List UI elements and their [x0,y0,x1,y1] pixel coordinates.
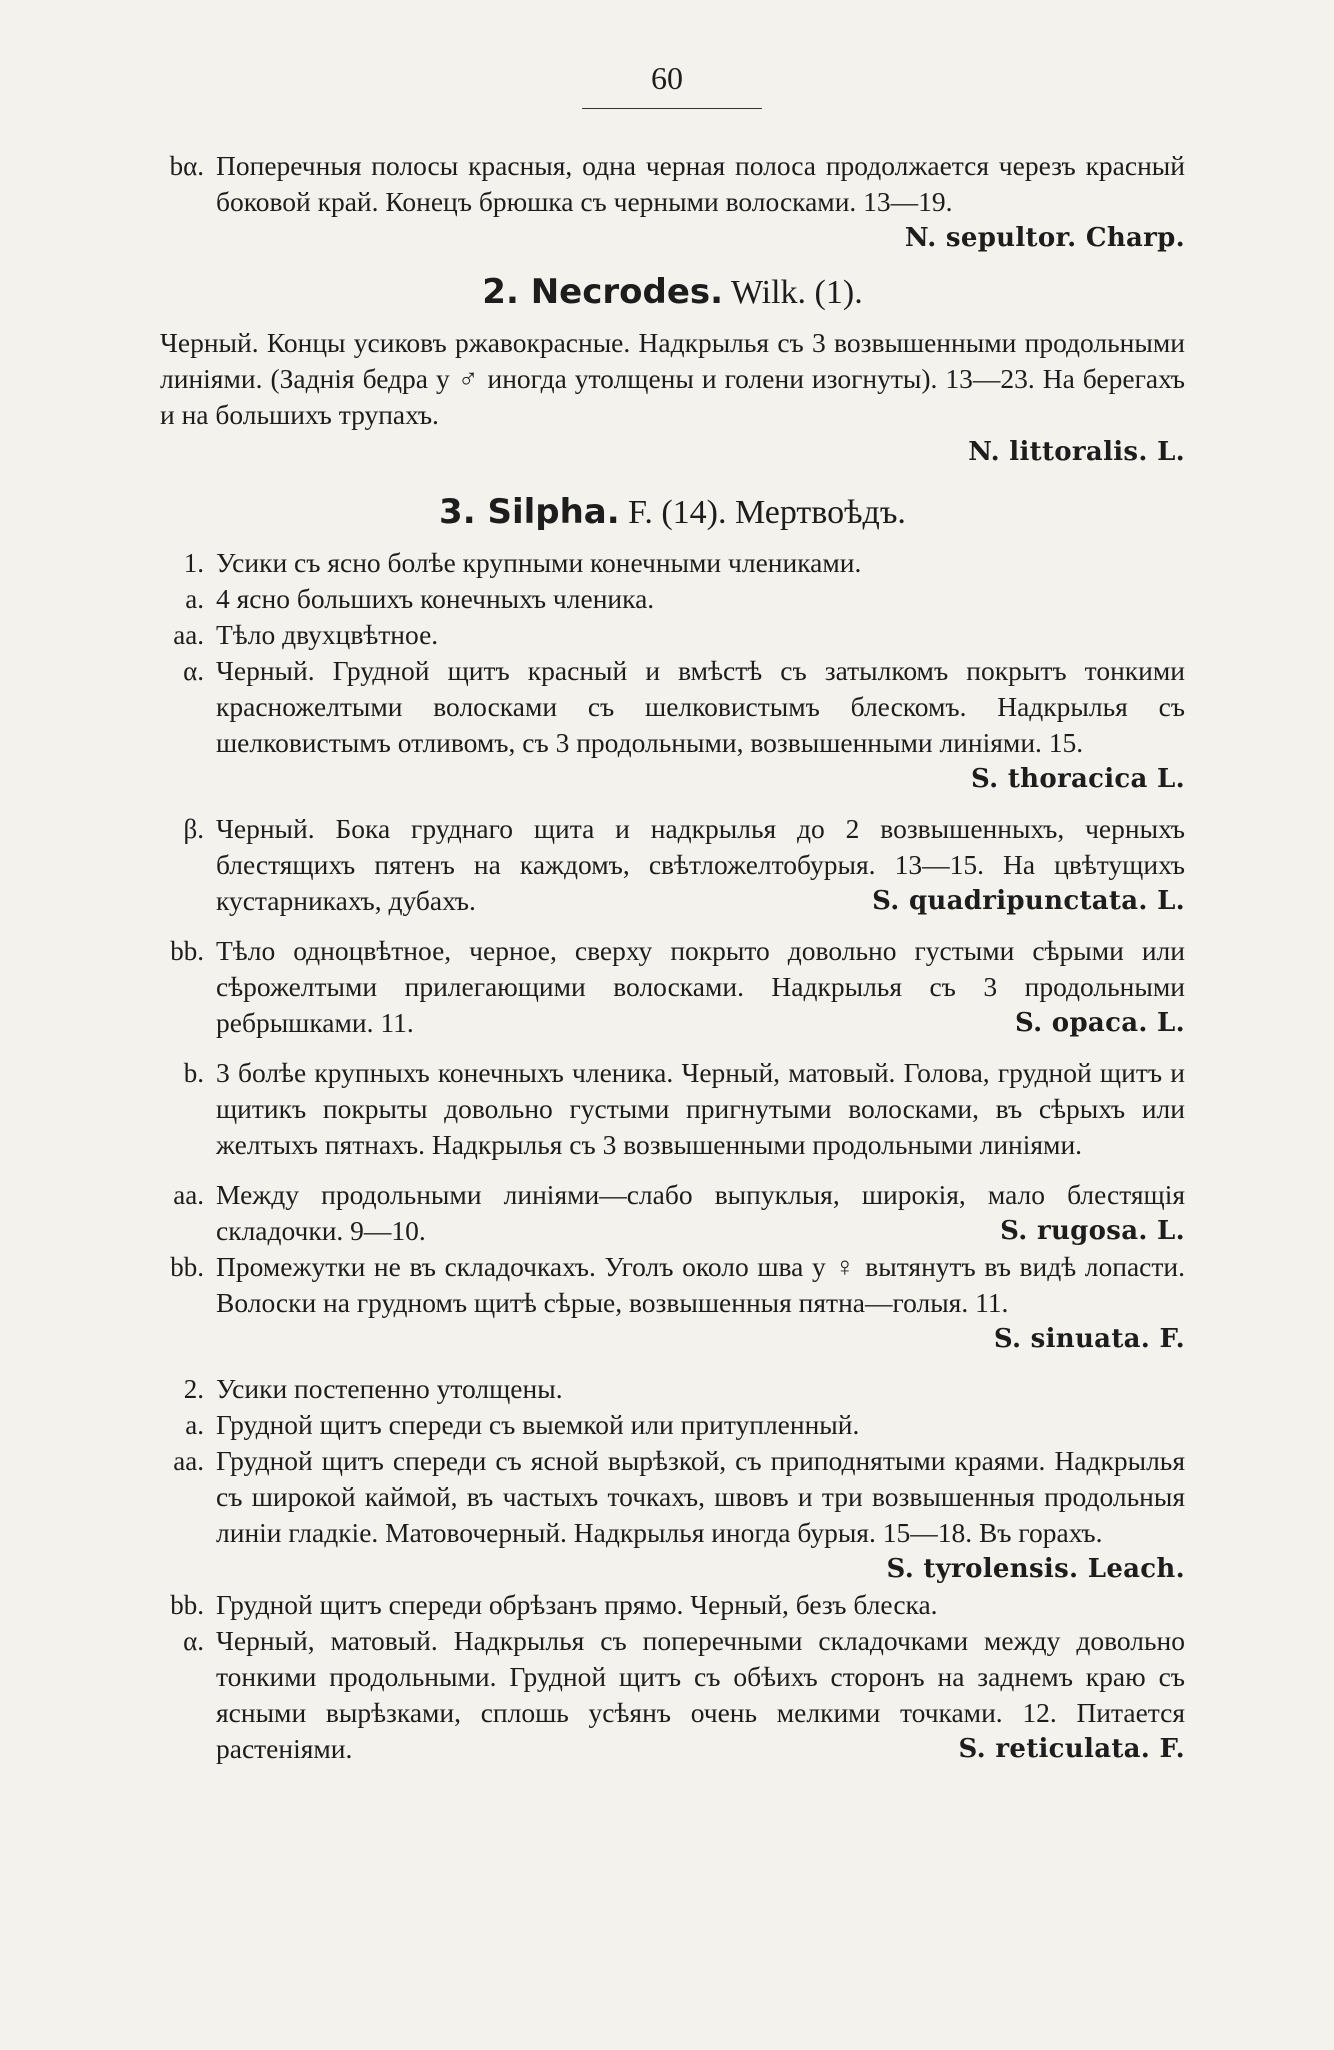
species-name: S. sinuata. F. [993,1324,1185,1354]
key-text-block [216,617,1185,653]
species-name: S. thoracica L. [970,764,1185,794]
key-text: 3 болѣе крупныхъ конечныхъ членика. Черный, матовый. Голова, грудной щитъ и щитикъ покрыты довольно густыми пригнутыми волосками, въ сѣрыхъ или желтыхъ пятнахъ. Надкрылья съ 3 возвышенными продольными линіями. [216,1057,1185,1160]
genus-description-text: Черный. Концы усиковъ ржавокрасные. Надкрылья съ 3 возвышенными продольными линіями. (Заднія бедра у ♂ иногда утолщены и голени изогнуты). 13—23. На берегахъ и на большихъ трупахъ. [160,327,1185,430]
key-label: aa. [173,1446,204,1476]
key-entry [160,617,1185,653]
page-number-rule [582,108,762,109]
genus-species-line [160,433,1185,470]
species-name: S. reticulata. F. [958,1734,1185,1764]
key-entry [160,1177,1185,1249]
genus-description [160,325,1185,433]
key-entry [160,1407,1185,1443]
genus-name: 3. Silpha. [439,492,620,532]
key-label: β. [183,814,204,844]
key-label: a. [185,584,204,614]
key-text: Тѣло двухцвѣтное. [216,619,439,650]
key-entry [160,148,1185,256]
key-text: Черный, матовый. Надкрылья съ поперечными складочками между довольно тонкими продольными. Грудной щитъ съ обѣихъ сторонъ на заднемъ краю съ ясными вырѣзками, сплошь усѣянъ очень мелкими точками. 12. Питается растеніями. [216,1625,1185,1764]
key-text-block [216,148,1185,256]
key-label: α. [183,1626,204,1656]
genus-author: F. (14). Мертвоѣдъ. [628,494,906,531]
key-text-block [216,1587,1185,1623]
key-text-block [216,1249,1185,1357]
key-entry [160,653,1185,797]
key-entries [160,545,1185,1767]
species-name: N. littoralis. L. [968,437,1185,467]
genus-heading-silpha [160,494,1185,531]
key-label: 2. [183,1374,204,1404]
key-text-block [216,1623,1185,1767]
key-text: Черный. Грудной щитъ красный и вмѣстѣ съ затылкомъ покрытъ тонкими красножелтыми волосками съ шелковистымъ блескомъ. Надкрылья съ шелковистымъ отливомъ, съ 3 продольными, возвышенными линіями. 15. [216,655,1185,758]
key-entry [160,581,1185,617]
key-text-block [216,1055,1185,1163]
genus-name: 2. Necrodes. [482,272,724,312]
key-label: α. [183,656,204,686]
key-text-block [216,933,1185,1041]
species-name: N. sepultor. Charp. [904,223,1185,253]
top-entries [160,148,1185,256]
key-text: Грудной щитъ спереди съ выемкой или притупленный. [216,1409,860,1440]
key-text: Промежутки не въ складочкахъ. Уголъ около шва у ♀ вытянутъ въ видѣ лопасти. Волоски на грудномъ щитѣ сѣрые, возвышенныя пятна—голыя. 11. [216,1251,1185,1318]
key-text-block [216,1371,1185,1407]
key-label: bα. [169,151,204,181]
key-text: Черный. Бока груднаго щита и надкрылья до 2 возвышенныхъ, черныхъ блестящихъ пятенъ на каждомъ, свѣтложелтобурыя. 13—15. На цвѣтущихъ кустарникахъ, дубахъ. [216,813,1185,916]
species-name: S. opaca. L. [1014,1008,1185,1038]
genus-author: Wilk. (1). [730,274,863,311]
key-text: Между продольными линіями—слабо выпуклыя, широкія, мало блестящія складочки. 9—10. [216,1179,1185,1246]
key-label: aa. [173,620,204,650]
key-text: Тѣло одноцвѣтное, черное, сверху покрыто довольно густыми сѣрыми или сѣрожелтыми прилегающими волосками. Надкрылья съ 3 продольными ребрышками. 11. [216,935,1185,1038]
page-number: 60 [651,60,683,96]
key-label: bb. [170,1252,204,1282]
key-text: Грудной щитъ спереди обрѣзанъ прямо. Черный, безъ блеска. [216,1589,938,1620]
page-content [160,148,1185,1767]
key-label: bb. [170,1590,204,1620]
key-label: aa. [173,1180,204,1210]
key-entry [160,1587,1185,1623]
key-text-block [216,653,1185,797]
key-text-block [216,1177,1185,1249]
key-text-block [216,581,1185,617]
species-name: S. rugosa. L. [1000,1216,1185,1246]
key-text-block [216,1407,1185,1443]
key-entry [160,1623,1185,1767]
key-entry [160,933,1185,1041]
key-label: bb. [170,936,204,966]
key-label: 1. [183,548,204,578]
key-label: a. [185,1410,204,1440]
key-text: Грудной щитъ спереди съ ясной вырѣзкой, съ приподнятыми краями. Надкрылья съ широкой каймой, въ частыхъ точкахъ, швовъ и три возвышенныя продольныя линіи гладкіе. Матовочерный. Надкрылья иногда бурыя. 15—18. Въ горахъ. [216,1445,1185,1548]
key-entry [160,1249,1185,1357]
species-name: S. tyrolensis. Leach. [886,1554,1185,1584]
key-label: b. [183,1058,204,1088]
key-entry [160,1055,1185,1163]
key-text: Усики съ ясно болѣе крупными конечными члениками. [216,547,862,578]
key-text-block [216,811,1185,919]
key-entry [160,1443,1185,1587]
key-text-block [216,1443,1185,1587]
genus-heading-necrodes [160,274,1185,311]
species-name: S. quadripunctata. L. [872,886,1185,916]
key-entry [160,545,1185,581]
key-entry [160,811,1185,919]
key-text: Усики постепенно утолщены. [216,1373,563,1404]
key-entry [160,1371,1185,1407]
key-text: 4 ясно большихъ конечныхъ членика. [216,583,655,614]
key-text-block [216,545,1185,581]
key-text: Поперечныя полосы красныя, одна черная полоса продолжается черезъ красный боковой край. Конецъ брюшка съ черными волосками. 13—19. [216,150,1185,217]
